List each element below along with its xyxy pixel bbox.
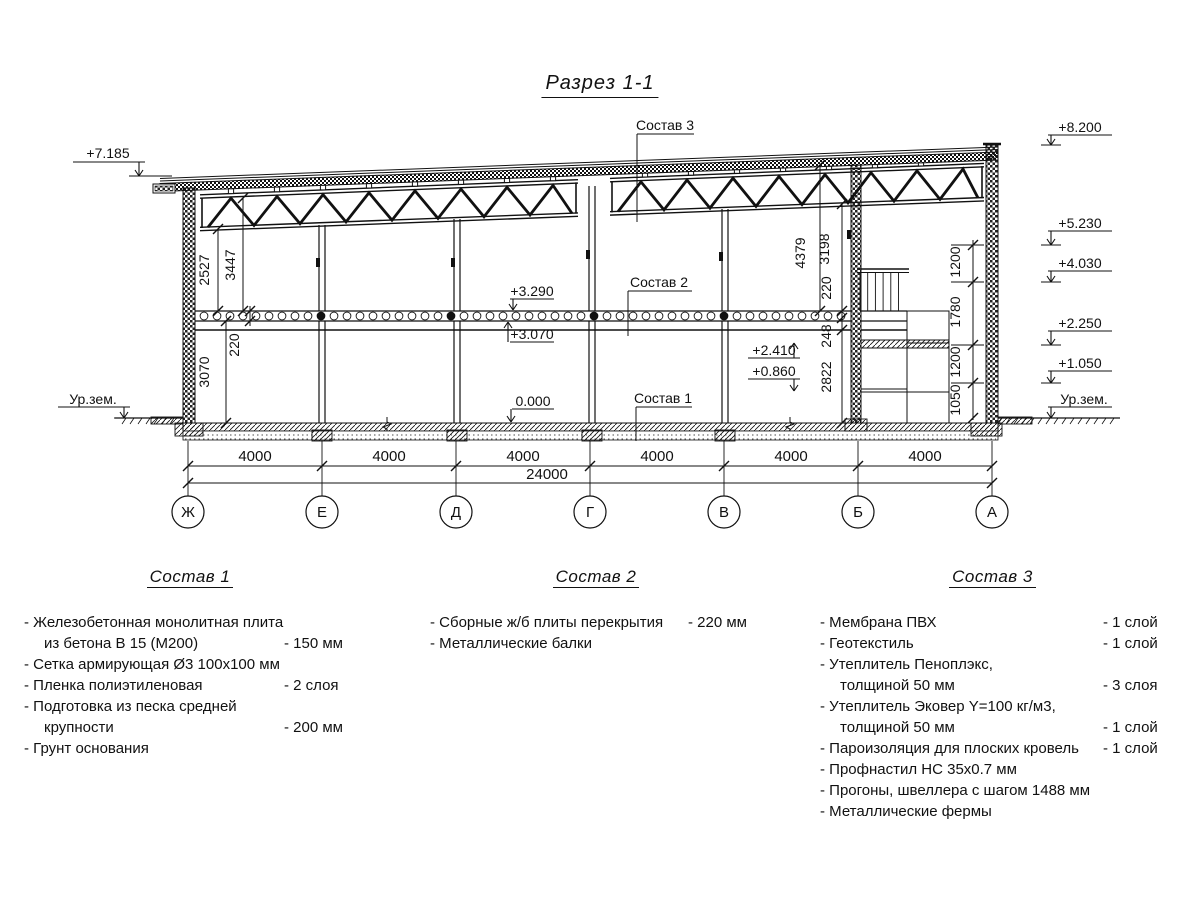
bay-dim-label: 4000: [372, 448, 406, 465]
foundation-pad: [715, 430, 735, 441]
upper-flight: [907, 311, 949, 343]
list-item: - Сборные ж/б плиты перекрытия - 220 мм: [430, 614, 747, 631]
composition-3: [820, 566, 1165, 822]
axis-label: Ж: [181, 504, 195, 521]
list-item: - Утеплитель Пеноплэкс, толщиной 50 мм - 3 слоя: [820, 656, 1158, 694]
composition-2-title: Состав 2: [430, 566, 762, 588]
list-item: - Пароизоляция для плоских кровель - 1 слой: [820, 740, 1158, 757]
elevation-label: +5.230: [1058, 215, 1102, 231]
elevation-label: Ур.зем.: [69, 391, 117, 407]
axis-label: А: [986, 504, 998, 521]
right-wall-parapet: [983, 144, 1001, 423]
foundation-pad: [312, 430, 332, 441]
total-dim-label: 24000: [526, 466, 568, 483]
axis-label: Д: [450, 504, 462, 521]
lower-flight: [907, 392, 949, 423]
elevation-label: 0.000: [515, 393, 551, 409]
elevation-label: +0.860: [752, 363, 796, 379]
bay-dim-label: 4000: [506, 448, 540, 465]
list-item: - Пленка полиэтиленовая - 2 слоя: [24, 677, 339, 694]
elevation-label: +4.030: [1058, 255, 1102, 271]
dim-label: 1200: [947, 346, 963, 378]
bay-dim-label: 4000: [238, 448, 272, 465]
dim-label: 2822: [818, 361, 834, 393]
dim-label: 3198: [816, 233, 832, 265]
dim-label: 248: [818, 324, 834, 348]
wall-footing: [971, 423, 1002, 436]
dim-label: 220: [818, 276, 834, 300]
bay-dim-label: 4000: [908, 448, 942, 465]
dim-label: 1050: [947, 384, 963, 416]
generated-structure: [114, 135, 1114, 496]
sostav1-callout: Состав 1: [633, 390, 693, 406]
left-wall: [183, 188, 195, 423]
elevation-label: Ур.зем.: [1060, 391, 1108, 407]
wall-footing: [175, 423, 203, 436]
composition-1: [24, 566, 356, 759]
bay-dim-label: 4000: [774, 448, 808, 465]
sostav3-callout: Состав 3: [635, 117, 695, 133]
axis-label: В: [718, 504, 730, 521]
dim-label: 1200: [947, 246, 963, 278]
dim-label: 220: [226, 333, 242, 357]
list-item: - Подготовка из песка средней крупности - 200 мм: [24, 698, 343, 736]
list-item: - Грунт основания: [24, 740, 149, 757]
bay-dim-label: 4000: [640, 448, 674, 465]
list-item: - Металлические фермы: [820, 803, 992, 820]
composition-3-title: Состав 3: [820, 566, 1165, 588]
drawing-text: [69, 117, 1108, 521]
foundation-pad: [582, 430, 602, 441]
staircase: [857, 269, 949, 423]
list-item: - Металлические балки: [430, 635, 592, 652]
axis-label: Б: [853, 504, 863, 521]
composition-2: [430, 566, 762, 654]
elevation-label: +1.050: [1058, 355, 1102, 371]
stair-wall: [851, 165, 861, 423]
composition-1-title: Состав 1: [24, 566, 356, 588]
stair-landing: [861, 340, 949, 348]
ground-floor: [115, 417, 1120, 441]
elevation-label: +2.410: [752, 342, 796, 358]
list-item: - Мембрана ПВХ - 1 слой: [820, 614, 1158, 631]
elevation-label: +3.070: [510, 326, 554, 342]
list-item: - Сетка армирующая Ø3 100x100 мм: [24, 656, 280, 673]
list-item: - Прогоны, швеллера с шагом 1488 мм: [820, 782, 1091, 799]
dim-label: 2527: [196, 254, 212, 286]
list-item: - Геотекстиль - 1 слой: [820, 635, 1158, 652]
axis-label: Е: [316, 504, 328, 521]
dim-label: 1780: [947, 296, 963, 328]
drawing-title: Разрез 1-1: [541, 72, 658, 98]
foundation-pad: [447, 430, 467, 441]
elevation-label: +8.200: [1058, 119, 1102, 135]
elevation-label: +3.290: [510, 283, 554, 299]
elevation-label: +2.250: [1058, 315, 1102, 331]
sostav2-callout: Состав 2: [629, 274, 689, 290]
axis-label: Г: [585, 504, 595, 521]
dim-label: 4379: [792, 237, 808, 269]
dim-label: 3070: [196, 356, 212, 388]
list-item: - Утеплитель Эковер Y=100 кг/м3, толщиной 50 мм - 1 слой: [820, 698, 1158, 736]
list-item: - Профнастил НС 35x0.7 мм: [820, 761, 1017, 778]
dim-label: 3447: [222, 249, 238, 281]
wall-footing: [845, 419, 867, 431]
elevation-label: +7.185: [86, 145, 130, 161]
list-item: - Железобетонная монолитная плита из бетона В 15 (М200) - 150 мм: [24, 614, 343, 652]
